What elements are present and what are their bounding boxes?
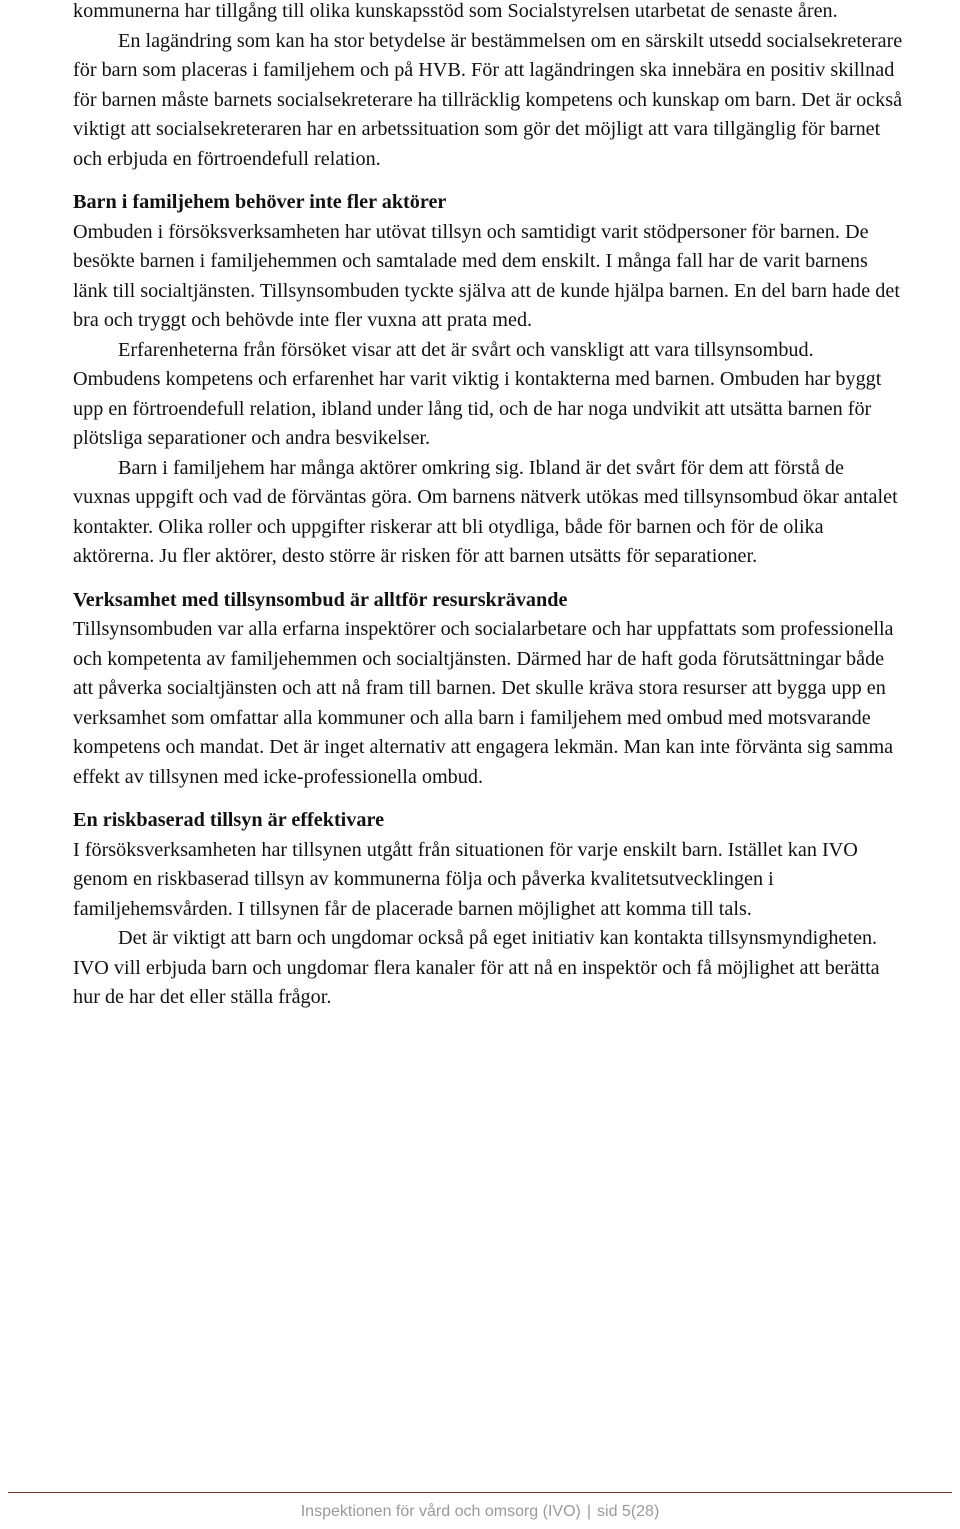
heading-barn-i-familjehem: Barn i familjehem behöver inte fler aktörer <box>73 191 447 213</box>
footer-page-number: sid 5(28) <box>597 1503 660 1520</box>
heading-verksamhet: Verksamhet med tillsynsombud är alltför resurskrävande <box>73 588 568 611</box>
footer-separator: | <box>586 1503 592 1520</box>
intro-paragraph-2: En lagändring som kan ha stor betydelse är bestämmelsen om en särskilt utsedd socialsekreterare för barn som placeras i familjehem och på HVB. För att lagändringen ska innebära en positiv skillnad för barnen måste barnets socialsekreterare ha tillräcklig kompetens och kunskap om barn. Det är också viktigt att socialsekreteraren har en arbetssituation som gör det möjligt att vara tillgänglig för barnet och erbjuda en förtroendefull relation. <box>73 29 903 170</box>
barn-paragraph-1: Ombuden i försöksverksamheten har utövat tillsyn och samtidigt varit stödpersoner för barnen. De besökte barnen i familjehemmen och samtalade med dem enskilt. I många fall har de varit barnens länk till socialtjänsten. Tillsynsombuden tyckte själva att de kunde hjälpa barnen. En del barn hade det bra och tryggt och behövde inte fler vuxna att prata med. <box>73 220 900 331</box>
section-gap <box>73 572 903 586</box>
verksamhet-paragraph-1: Tillsynsombuden var alla erfarna inspektörer och socialarbetare och har uppfattats som professionella och kompetenta av familjehemmen och socialtjänsten. Därmed har de haft goda förutsättningar både att påverka socialtjänsten och att nå fram till barnen. Det skulle kräva stora resurser att bygga upp en verksamhet som omfattar alla kommuner och alla barn i familjehem med ombud med motsvarande kompetens och mandat. Det är inget alternativ att engagera lekmän. Man kan inte förvänta sig samma effekt av tillsynen med icke-professionella ombud. <box>73 618 894 788</box>
footer-org: Inspektionen för vård och omsorg (IVO) <box>300 1503 581 1520</box>
intro-paragraph-1: kommunerna har tillgång till olika kunskapsstöd som Socialstyrelsen utarbetat de senaste åren. <box>73 0 838 22</box>
heading-riskbaserad: En riskbaserad tillsyn är effektivare <box>73 809 385 831</box>
section-gap <box>73 792 903 806</box>
riskbaserad-paragraph-1: I försöksverksamheten har tillsynen utgått från situationen för varje enskilt barn. Istället kan IVO genom en riskbaserad tillsyn av kommunerna följa och påverka kvalitetsutvecklingen i familjehemsvården. I tillsynen får de placerade barnen möjlighet att komma till tals. <box>73 838 858 920</box>
body-text <box>73 0 903 1013</box>
footer-rule <box>8 1492 952 1493</box>
section-gap <box>73 174 903 188</box>
barn-paragraph-2: Erfarenheterna från försöket visar att det är svårt och vanskligt att vara tillsynsombud. Ombudens kompetens och erfarenhet har varit viktig i kontakterna med barnen. Ombuden har byggt upp en förtroendefull relation, ibland under lång tid, och de har noga undvikit att utsätta barnen för plötsliga separationer och andra besvikelser. <box>73 338 882 449</box>
riskbaserad-paragraph-2: Det är viktigt att barn och ungdomar också på eget initiativ kan kontakta tillsynsmyndigheten. IVO vill erbjuda barn och ungdomar flera kanaler för att nå en inspektör och få möjlighet att berätta hur de har det eller ställa frågor. <box>73 927 880 1008</box>
page-footer <box>0 1503 960 1521</box>
barn-paragraph-3: Barn i familjehem har många aktörer omkring sig. Ibland är det svårt för dem att förstå de vuxnas uppgift och vad de förväntas göra. Om barnens nätverk utökas med tillsynsombud ökar antalet kontakter. Olika roller och uppgifter riskerar att bli otydliga, både för barnen och för de olika aktörerna. Ju fler aktörer, desto större är risken för att barnen utsätts för separationer. <box>73 456 898 567</box>
